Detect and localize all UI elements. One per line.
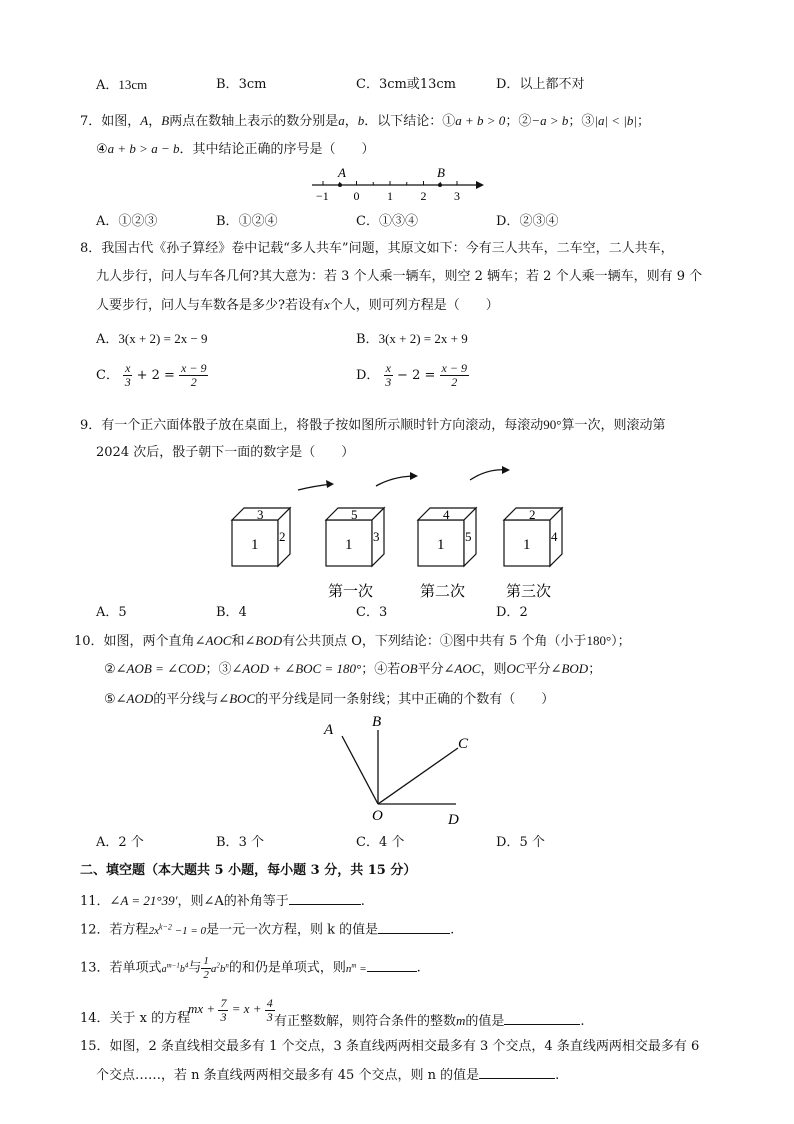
q10-line1 [74, 632, 631, 651]
q7-text: 如图， [101, 114, 141, 129]
q7-text: ；② [505, 114, 532, 129]
q9-d-label: D． [496, 605, 520, 620]
q11 [80, 890, 365, 911]
q7-option-a [96, 213, 157, 231]
q7-a-value: ①②③ [118, 214, 158, 229]
frac-num: 7 [220, 995, 227, 1010]
q12 [80, 918, 454, 940]
q10-text: 有公共顶点 O，下列结论：①图中共有 5 个角（小于 [282, 634, 587, 649]
arrow-head-icon [502, 466, 510, 474]
q9-b-value: 4 [238, 605, 247, 620]
q8-option-d [356, 362, 469, 390]
q6-option-c [356, 76, 456, 94]
base: b [219, 962, 226, 975]
q7-conclusion-1: a + b > 0 [455, 113, 506, 128]
frac-num: x − 9 [441, 361, 467, 375]
die-3 [418, 507, 476, 598]
q9-b-label: B． [216, 605, 239, 620]
q10-option-b [216, 834, 264, 852]
q14-text: 有正整数解，则符合条件的整数 [274, 1014, 457, 1029]
q9-option-d [496, 604, 528, 622]
q10-text: ）； [611, 634, 631, 649]
q6-c-value: 3cm或13cm [378, 77, 456, 92]
q7-var-a: a [338, 113, 345, 128]
q6-a-label: A． [96, 78, 119, 93]
q8-c-label: C． [96, 368, 119, 383]
q8-line1 [80, 240, 674, 258]
q10-b-value: 3 个 [238, 835, 264, 850]
q10-option-c [356, 834, 404, 852]
q9-a-value: 5 [118, 605, 127, 620]
q13-result [346, 963, 367, 975]
q9-option-c [356, 604, 387, 622]
frac-den: 3 [385, 375, 392, 389]
q7-c-label: C． [356, 214, 379, 229]
q10-c-value: 4 个 [378, 835, 405, 850]
eq: = [356, 962, 367, 975]
q11-end: . [360, 894, 365, 909]
q8-text: 九人步行，问人与车各几何?其大意为：若 3 个人乘一辆车，则空 2 辆车；若 2 个人乘一辆车，则有 9 个 [96, 269, 703, 284]
q10-num: 10． [74, 634, 104, 649]
label-c: C [458, 736, 469, 752]
q10-c-label: C． [356, 835, 379, 850]
axis-tick-label: −1 [316, 189, 329, 203]
q7-text: ； [636, 114, 650, 129]
q8-text: 人要步行，问人与车数各是多少?若设有 [96, 298, 324, 313]
q15-end: . [555, 1068, 560, 1083]
q12-text: 是一元一次方程，则 k 的值是 [206, 922, 379, 938]
q14-head [80, 1010, 190, 1028]
die-right-number: 2 [279, 529, 286, 544]
frac-den: 2 [451, 375, 458, 389]
die-front-number: 1 [251, 537, 259, 553]
q13-text: 与 [188, 960, 202, 976]
exp: 4 [184, 961, 189, 970]
q10-line3 [104, 690, 554, 709]
q8-b-label: B． [356, 332, 379, 347]
label-a: A [324, 722, 334, 738]
label-o: O [372, 808, 383, 824]
ray-oc [378, 748, 458, 804]
q13-text: 的和仍是单项式，则 [228, 960, 346, 976]
exp: m−1 [166, 961, 180, 970]
q13-monomial-1 [161, 961, 189, 975]
axis-tick-label: 1 [387, 189, 393, 203]
label-b: B [372, 714, 382, 730]
q11-formula: ∠A = 21°39′ [109, 893, 178, 908]
q8-a-label: A． [96, 332, 119, 347]
q12-end: . [450, 922, 455, 938]
q7-text: 两点在数轴上表示的数分别是 [169, 114, 339, 129]
die-top-number: 4 [443, 507, 450, 522]
q7-conclusion-2: −a > b [531, 113, 569, 128]
q10-ray-oc: OC [506, 661, 525, 676]
q10-text: 和 [231, 634, 245, 649]
q10-option-a [96, 834, 144, 852]
q12-base: 2x [148, 924, 159, 937]
q15-text: 个交点……，若 n 条直线两两相交最多有 45 个交点，则 n 的值是 [96, 1068, 480, 1083]
q8-c-frac1 [123, 362, 132, 389]
die-top-number: 2 [529, 507, 536, 522]
axis-tick-label: 3 [454, 189, 460, 203]
q9-degree: 90° [543, 417, 562, 432]
base: n [345, 962, 352, 975]
q8-option-c [96, 362, 208, 390]
frac-num: x − 9 [181, 361, 207, 375]
q7-line2 [96, 140, 375, 159]
q13-num: 13． [80, 960, 110, 976]
q7-c-value: ①③④ [378, 214, 418, 229]
q10-ray-ob: OB [400, 661, 418, 676]
q7-num: 7． [80, 114, 102, 129]
q7-line1: 7．如图，A，B两点在数轴上表示的数分别是a，b．以下结论：①a + b > 0；②−a > b；③|a| < |b|； [80, 113, 650, 129]
q12-num: 12． [80, 922, 110, 938]
q9-option-b [216, 604, 247, 622]
q10-text: 的平分线与 [153, 692, 219, 707]
q10-angle-figure [318, 710, 478, 832]
q6-d-value: 以上都不对 [519, 77, 585, 92]
q6-b-value: 3cm [238, 77, 267, 92]
q10-angle: ∠BOC [218, 691, 256, 706]
label-d: D [448, 812, 459, 828]
q12-rest: −1 = 0 [171, 924, 207, 937]
die-top-number: 3 [257, 507, 264, 522]
q8-text: 我国古代《孙子算经》卷中记载“多人共车”问题，其原文如下：今有三人共车，二车空，二人共车， [101, 241, 674, 256]
section-2-title: 二、填空题（本大题共 5 小题，每小题 3 分，共 15 分） [80, 863, 417, 878]
q9-c-label: C． [356, 605, 379, 620]
q8-line2 [96, 268, 702, 286]
q14-tail [274, 1010, 585, 1031]
die-2 [326, 507, 384, 598]
q7-a-label: A． [96, 214, 119, 229]
q6-b-label: B． [216, 77, 239, 92]
q8-option-a [96, 330, 208, 349]
exp: 2 [216, 961, 220, 969]
q11-num: 11． [80, 894, 110, 909]
q14-frac1 [218, 997, 228, 1024]
die-1 [232, 507, 290, 566]
q8-a-value: 3(x + 2) = 2x − 9 [118, 331, 208, 346]
q8-d-mid: − 2 = [397, 368, 436, 383]
q9-option-a [96, 604, 127, 622]
q6-option-a [96, 76, 147, 95]
q8-num: 8． [80, 241, 102, 256]
q9-text: 有一个正六面体骰子放在桌面上，将骰子按如图所示顺时针方向滚动，每滚动 [101, 418, 544, 433]
q7-d-label: D． [496, 214, 520, 229]
q11-answer-blank[interactable] [289, 890, 361, 905]
q7-conclusion-4: a + b > a − b [107, 141, 180, 156]
q13-monomial-2 [211, 963, 229, 975]
q12-formula [148, 922, 207, 937]
q8-d-frac1 [384, 362, 393, 389]
q10-conclusion-2: ∠AOB = ∠COD [115, 661, 206, 676]
q7-b-label: B． [216, 214, 239, 229]
q9-c-value: 3 [378, 605, 388, 620]
axis-tick-label: 2 [420, 189, 427, 203]
q15-num: 15． [80, 1039, 110, 1054]
q6-a-value: 13cm [118, 77, 148, 92]
q10-conclusion-3: ∠AOD + ∠BOC = 180° [231, 661, 362, 676]
base: a [210, 962, 217, 975]
die-caption: 第三次 [506, 584, 552, 598]
q6-option-d [496, 76, 584, 94]
die-top-number: 5 [351, 507, 358, 522]
axis-arrow-icon [476, 181, 484, 189]
q13 [80, 950, 421, 985]
q6-d-label: D． [496, 77, 520, 92]
q8-line3 [96, 296, 499, 315]
q14-text: 关于 x 的方程 [109, 1011, 191, 1026]
q12-exp: k−2 [158, 922, 172, 931]
q12-text: 若方程 [109, 922, 149, 938]
q8-b-value: 3(x + 2) = 2x + 9 [378, 331, 468, 346]
q10-text: 平分 [417, 662, 444, 677]
die-right-number: 3 [373, 529, 380, 544]
q13-text: 若单项式 [109, 960, 162, 976]
frac-num: x [385, 361, 391, 375]
q14-end: . [580, 1014, 585, 1029]
arrow-head-icon [410, 472, 418, 480]
q10-angle-aoc: ∠AOC [194, 633, 232, 648]
die-caption: 第一次 [328, 584, 374, 598]
q7-option-c [356, 213, 418, 231]
q10-a-value: 2 个 [118, 835, 144, 850]
q13-frac [201, 955, 211, 982]
q10-line2 [104, 660, 601, 679]
q10-angle: ∠AOD [115, 691, 154, 706]
die-front-number: 1 [345, 537, 353, 553]
frac-den: 3 [220, 1009, 227, 1024]
q10-text: ；④若 [361, 662, 401, 677]
q9-a-label: A． [96, 605, 119, 620]
q8-c-frac2 [179, 362, 208, 389]
q8-c-mid: + 2 = [136, 368, 175, 383]
q10-a-label: A． [96, 835, 119, 850]
q7-text: ④ [96, 142, 108, 157]
q10-d-label: D． [496, 835, 520, 850]
exp: n [225, 961, 229, 969]
q8-d-label: D． [356, 368, 380, 383]
q10-deg: 180° [586, 633, 612, 648]
q8-var-x: x [323, 297, 330, 312]
q15-text: 如图，2 条直线相交最多有 1 个交点，3 条直线两两相交最多有 3 个交点，4 条直线两两相交最多有 6 [109, 1039, 700, 1054]
q14-equation [188, 992, 275, 1026]
q10-angle-bod: ∠BOD [244, 633, 283, 648]
q9-line1 [80, 416, 666, 435]
q9-d-value: 2 [519, 605, 528, 620]
q10-option-d [496, 834, 545, 852]
ray-oa [342, 736, 378, 804]
frac-den: 2 [203, 968, 209, 981]
q7-b-value: ①②④ [238, 214, 278, 229]
point-b-label: B [437, 165, 445, 180]
q9-text: 2024 次后，骰子朝下一面的数字是（ ） [96, 445, 355, 460]
frac-num: 1 [203, 954, 209, 967]
q7-conclusion-3: |a| < |b| [594, 113, 637, 128]
q10-text: 如图，两个直角 [103, 634, 195, 649]
q7-number-line [306, 164, 490, 204]
base: a [161, 963, 167, 975]
q10-angle: ∠AOC [443, 661, 481, 676]
axis-tick-label: 0 [353, 189, 360, 203]
q14-var-m: m [456, 1013, 466, 1028]
point-b-dot [438, 183, 442, 187]
q9-num: 9． [80, 418, 102, 433]
q10-d-value: 5 个 [519, 835, 545, 850]
frac-num: x [125, 361, 131, 375]
q10-text: ； [588, 662, 602, 677]
q10-text: 的平分线是同一条射线；其中正确的个数有（ ） [255, 692, 555, 707]
q7-text: ．其中结论正确的序号是（ ） [179, 142, 375, 157]
q12-answer-blank[interactable] [378, 919, 450, 934]
q9-dice-figure [226, 466, 586, 598]
q15-line2 [96, 1064, 559, 1085]
q8-d-frac2 [440, 362, 469, 389]
eq-part: mx + [188, 1001, 216, 1016]
die-front-number: 1 [437, 537, 445, 553]
q7-point-b-ref: B [161, 113, 170, 128]
die-front-number: 1 [523, 537, 531, 553]
point-a-label: A [338, 165, 346, 180]
q7-var-b: b [357, 113, 365, 128]
q10-text: ② [104, 662, 116, 677]
q7-text: ；③ [568, 114, 595, 129]
q15-line1 [80, 1038, 699, 1056]
q10-angle: ∠BOD [550, 661, 589, 676]
q8-text: 个人，则可列方程是（ ） [329, 298, 499, 313]
q7-option-b [216, 213, 278, 231]
frac-den: 2 [190, 375, 197, 389]
q9-text: 算一次，则滚动第 [561, 418, 666, 433]
q8-option-b [356, 330, 468, 349]
q6-option-b [216, 76, 266, 94]
die-caption: 第二次 [420, 584, 466, 598]
point-a-dot [338, 183, 342, 187]
q7-option-d [496, 213, 558, 231]
base: b [179, 963, 185, 975]
q11-text: ，则∠A的补角等于 [177, 894, 289, 909]
q10-b-label: B． [216, 835, 239, 850]
frac-den: 3 [266, 1009, 273, 1024]
q7-text: ．以下结论：① [364, 114, 456, 129]
arrow-head-icon [326, 480, 334, 488]
frac-num: 4 [266, 995, 273, 1010]
q13-end: . [416, 960, 421, 976]
frac-den: 3 [124, 375, 131, 389]
q13-answer-blank[interactable] [367, 957, 417, 972]
die-4 [504, 507, 562, 598]
q10-text: 平分 [524, 662, 551, 677]
die-right-number: 4 [551, 529, 558, 544]
q14-text: 的值是 [465, 1014, 505, 1029]
die-right-number: 5 [465, 529, 472, 544]
q9-line2 [96, 444, 354, 462]
q7-d-value: ②③④ [519, 214, 559, 229]
eq-part: = x + [231, 1001, 262, 1016]
q14-num: 14． [80, 1011, 110, 1026]
exp: m [351, 961, 357, 969]
q7-point-a-ref: A [140, 113, 149, 128]
q10-text: ；③ [205, 662, 232, 677]
q14-answer-blank[interactable] [504, 1010, 580, 1025]
q10-text: ，则 [480, 662, 507, 677]
q10-text: ⑤ [104, 692, 116, 707]
q6-c-label: C． [356, 77, 379, 92]
q15-answer-blank[interactable] [479, 1064, 555, 1079]
